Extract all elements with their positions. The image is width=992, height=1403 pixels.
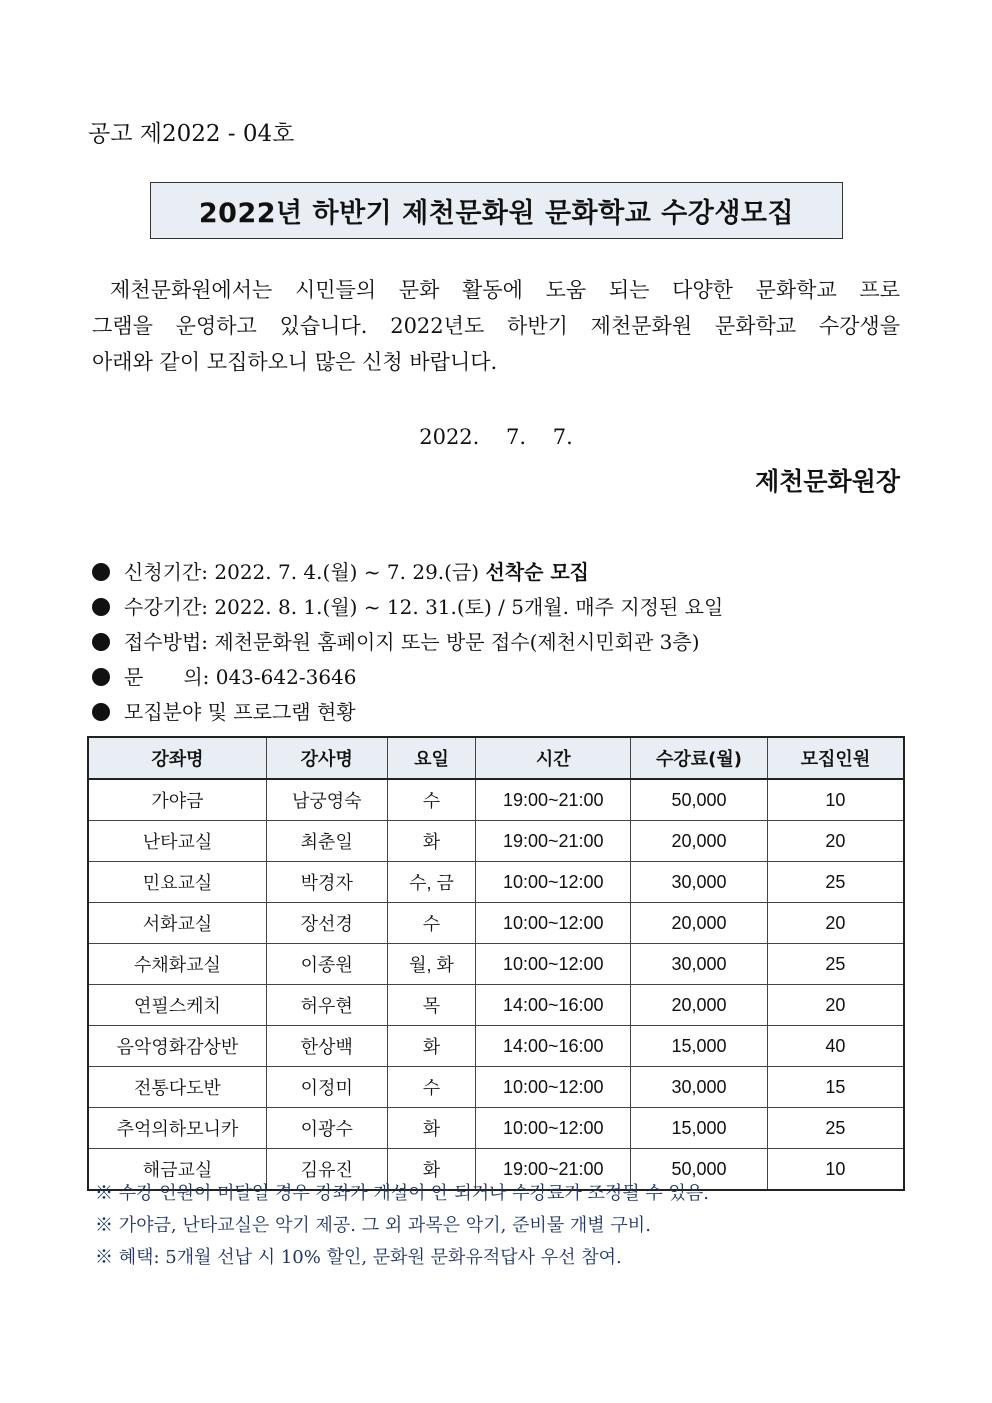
course-name-cell: 가야금	[88, 779, 266, 821]
capacity-cell: 20	[767, 985, 904, 1026]
table-row	[88, 1026, 904, 1067]
fee-cell: 50,000	[631, 1149, 768, 1191]
time-cell: 19:00~21:00	[476, 779, 631, 821]
time-cell: 14:00~16:00	[476, 1026, 631, 1067]
column-header: 수강료(월)	[631, 737, 768, 779]
info-item	[92, 625, 723, 660]
info-item	[92, 695, 723, 730]
time-cell: 10:00~12:00	[476, 1108, 631, 1149]
day-cell: 수	[387, 1067, 476, 1108]
instructor-cell: 최춘일	[266, 821, 387, 862]
table-row	[88, 862, 904, 903]
instructor-cell: 이정미	[266, 1067, 387, 1108]
capacity-cell: 20	[767, 821, 904, 862]
fee-cell: 30,000	[631, 862, 768, 903]
column-header: 강좌명	[88, 737, 266, 779]
fee-cell: 50,000	[631, 779, 768, 821]
time-cell: 14:00~16:00	[476, 985, 631, 1026]
capacity-cell: 25	[767, 944, 904, 985]
fee-cell: 30,000	[631, 1067, 768, 1108]
fee-cell: 15,000	[631, 1026, 768, 1067]
capacity-cell: 10	[767, 1149, 904, 1191]
column-header: 강사명	[266, 737, 387, 779]
time-cell: 10:00~12:00	[476, 944, 631, 985]
time-cell: 19:00~21:00	[476, 821, 631, 862]
day-cell: 수, 금	[387, 862, 476, 903]
column-header: 모집인원	[767, 737, 904, 779]
note: ※ 혜택: 5개월 선납 시 10% 할인, 문화원 문화유적답사 우선 참여.	[95, 1247, 622, 1268]
fee-cell: 15,000	[631, 1108, 768, 1149]
instructor-cell: 김유진	[266, 1149, 387, 1191]
note: ※ 수강 인원이 미달일 경우 강좌가 개설이 안 되거나 수강료가 조정될 수 있음.	[95, 1183, 710, 1204]
notice-number: 공고 제2022 - 04호	[88, 121, 295, 147]
program-table	[87, 736, 905, 1191]
info-text: 접수방법: 제천문화원 홈페이지 또는 방문 접수(제천시민회관 3층)	[124, 630, 700, 654]
capacity-cell: 15	[767, 1067, 904, 1108]
bullet-icon	[92, 563, 110, 581]
day-cell: 화	[387, 1026, 476, 1067]
instructor-cell: 박경자	[266, 862, 387, 903]
course-name-cell: 추억의하모니카	[88, 1108, 266, 1149]
course-name-cell: 전통다도반	[88, 1067, 266, 1108]
info-text: 수강기간: 2022. 8. 1.(월) ~ 12. 31.(토) / 5개월. 매주 지정된 요일	[124, 595, 724, 619]
time-cell: 10:00~12:00	[476, 1067, 631, 1108]
day-cell: 목	[387, 985, 476, 1026]
fee-cell: 20,000	[631, 821, 768, 862]
day-cell: 화	[387, 1149, 476, 1191]
intro-line: 제천문화원에서는 시민들의 문화 활동에 도움 되는 다양한 문화학교 프로	[110, 278, 900, 302]
table-row	[88, 1067, 904, 1108]
table-row	[88, 821, 904, 862]
table-header-row	[88, 737, 904, 779]
time-cell: 10:00~12:00	[476, 862, 631, 903]
page-title: 2022년 하반기 제천문화원 문화학교 수강생모집	[198, 198, 795, 229]
signer: 제천문화원장	[755, 467, 900, 496]
day-cell: 수	[387, 779, 476, 821]
course-name-cell: 수채화교실	[88, 944, 266, 985]
info-emphasis: 선착순 모집	[485, 560, 590, 584]
instructor-cell: 이종원	[266, 944, 387, 985]
time-cell: 19:00~21:00	[476, 1149, 631, 1191]
info-text: 신청기간: 2022. 7. 4.(월) ~ 7. 29.(금)	[124, 560, 486, 584]
capacity-cell: 10	[767, 779, 904, 821]
fee-cell: 20,000	[631, 903, 768, 944]
intro-line: 아래와 같이 모집하오니 많은 신청 바랍니다.	[92, 350, 498, 374]
column-header: 요일	[387, 737, 476, 779]
bullet-icon	[92, 703, 110, 721]
day-cell: 화	[387, 821, 476, 862]
day-cell: 월, 화	[387, 944, 476, 985]
table-row	[88, 903, 904, 944]
table-row	[88, 944, 904, 985]
info-text: 문 의: 043-642-3646	[124, 665, 357, 689]
course-name-cell: 서화교실	[88, 903, 266, 944]
time-cell: 10:00~12:00	[476, 903, 631, 944]
info-item	[92, 590, 723, 625]
fee-cell: 30,000	[631, 944, 768, 985]
info-text: 모집분야 및 프로그램 현황	[124, 700, 356, 724]
info-item	[92, 660, 723, 695]
instructor-cell: 남궁영숙	[266, 779, 387, 821]
intro-line: 그램을 운영하고 있습니다. 2022년도 하반기 제천문화원 문화학교 수강생을	[92, 314, 900, 338]
notice-date: 2022. 7. 7.	[419, 425, 573, 449]
capacity-cell: 25	[767, 1108, 904, 1149]
course-name-cell: 난타교실	[88, 821, 266, 862]
capacity-cell: 20	[767, 903, 904, 944]
instructor-cell: 장선경	[266, 903, 387, 944]
bullet-icon	[92, 668, 110, 686]
info-item	[92, 555, 723, 590]
day-cell: 수	[387, 903, 476, 944]
title-box	[150, 182, 843, 239]
course-name-cell: 음악영화감상반	[88, 1026, 266, 1067]
notes	[95, 1178, 709, 1274]
instructor-cell: 이광수	[266, 1108, 387, 1149]
course-name-cell: 민요교실	[88, 862, 266, 903]
bullet-icon	[92, 633, 110, 651]
table-body	[88, 779, 904, 1190]
table-row	[88, 1108, 904, 1149]
capacity-cell: 25	[767, 862, 904, 903]
capacity-cell: 40	[767, 1026, 904, 1067]
intro-paragraph	[92, 272, 900, 380]
table-row	[88, 985, 904, 1026]
course-name-cell: 연필스케치	[88, 985, 266, 1026]
course-name-cell: 해금교실	[88, 1149, 266, 1191]
note: ※ 가야금, 난타교실은 악기 제공. 그 외 과목은 악기, 준비물 개별 구비.	[95, 1215, 651, 1236]
fee-cell: 20,000	[631, 985, 768, 1026]
bullet-icon	[92, 598, 110, 616]
column-header: 시간	[476, 737, 631, 779]
instructor-cell: 한상백	[266, 1026, 387, 1067]
day-cell: 화	[387, 1108, 476, 1149]
instructor-cell: 허우현	[266, 985, 387, 1026]
info-list	[92, 555, 723, 730]
table-row	[88, 779, 904, 821]
